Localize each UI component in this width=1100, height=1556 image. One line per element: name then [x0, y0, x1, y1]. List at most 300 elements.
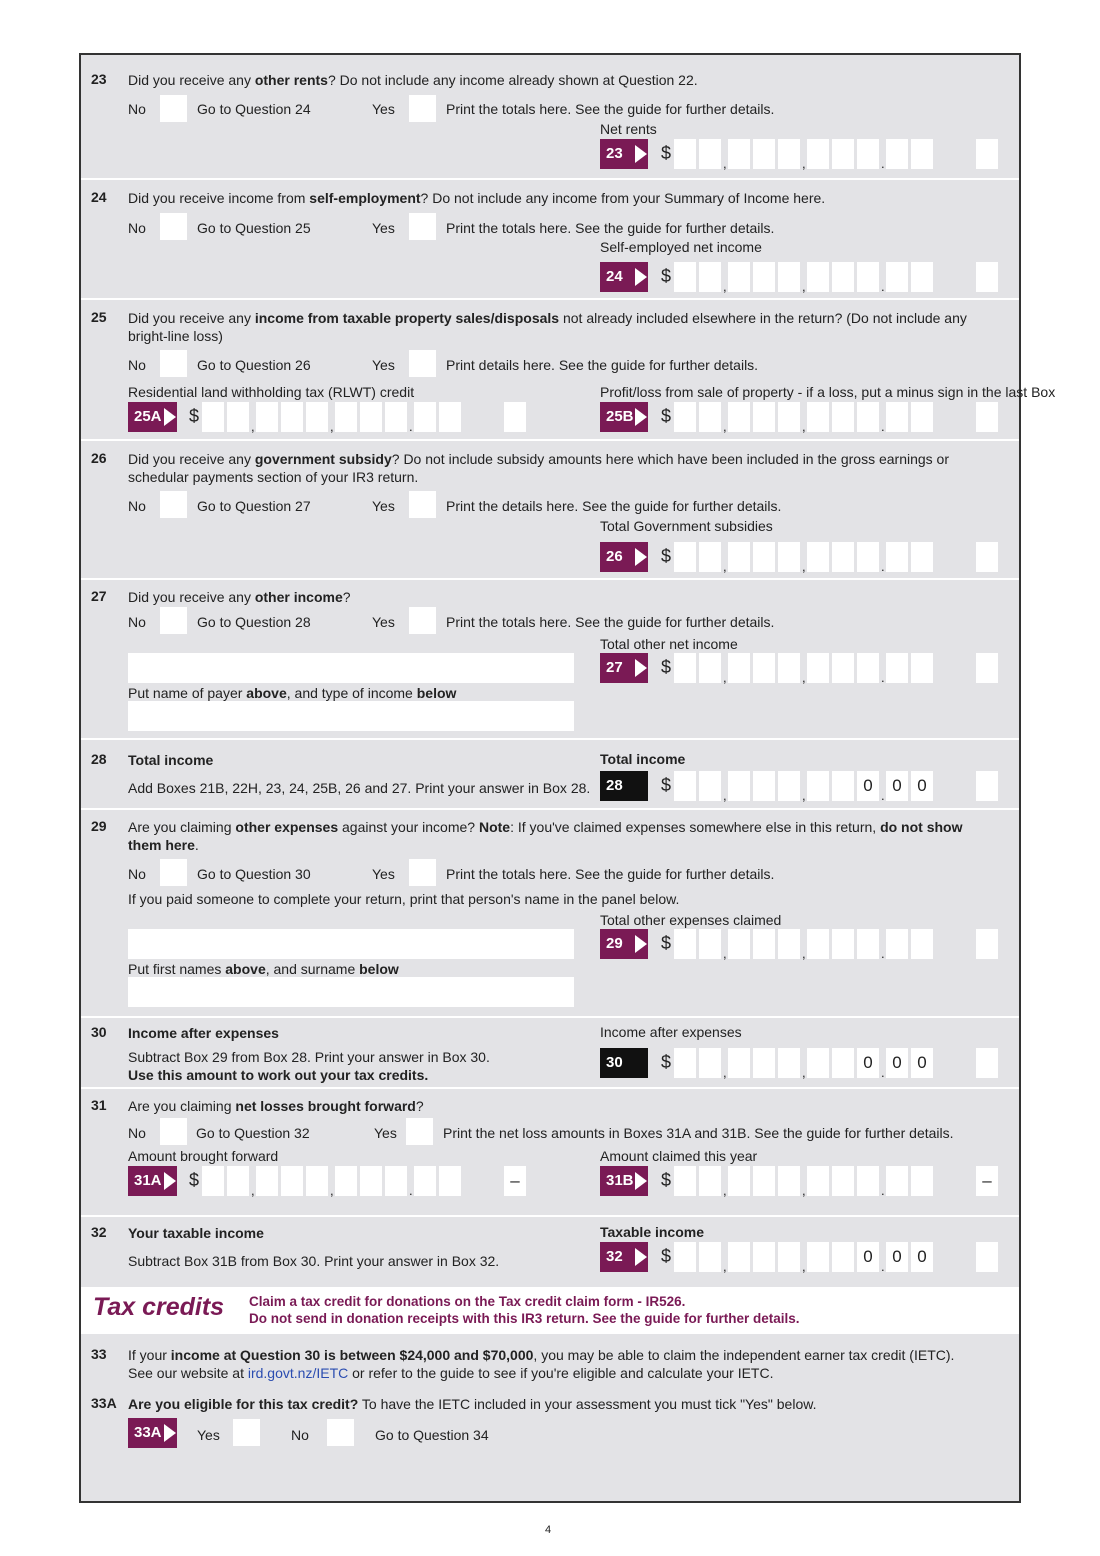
decimal-point: . — [409, 419, 413, 434]
box-30-digit[interactable] — [753, 1048, 775, 1078]
instruction: Print the net loss amounts in Boxes 31A and 31B. See the guide for further details. — [443, 1125, 954, 1141]
question-text: Did you receive any government subsidy? Do not include subsidy amounts here which have been included in the gross earnings or schedular payments section of your IR3 return. — [128, 451, 949, 485]
box-31a-digit[interactable] — [202, 1166, 224, 1196]
goto-label: Go to Question 30 — [197, 866, 311, 882]
arrow-right-icon — [635, 1172, 647, 1190]
box-25b-digit[interactable] — [728, 402, 750, 432]
question-title: Income after expenses — [128, 1025, 279, 1041]
yes-checkbox[interactable] — [409, 95, 436, 122]
question-text: Did you receive any other rents? Do not include any income already shown at Question 22. — [128, 72, 698, 88]
question-number: 29 — [91, 818, 107, 834]
box-30-digit[interactable]: 0 — [886, 1048, 908, 1078]
question-text-line-2: See our website at ird.govt.nz/IETC or refer to the guide to see if you're eligible and calculate your IETC. — [128, 1365, 774, 1381]
box-27-digit[interactable] — [778, 653, 800, 683]
box-31a-digit[interactable] — [385, 1166, 407, 1196]
comma-separator: , — [330, 419, 334, 434]
question-title: Your taxable income — [128, 1225, 264, 1241]
box-30-sign-box[interactable] — [976, 1048, 998, 1078]
box-24-digit[interactable] — [857, 262, 879, 292]
box-26-digit[interactable] — [728, 542, 750, 572]
question-number: 26 — [91, 450, 107, 466]
box-23-digit[interactable] — [911, 139, 933, 169]
box-27-digit[interactable] — [832, 653, 854, 683]
box-30-digit[interactable] — [674, 1048, 696, 1078]
dollar-sign: $ — [661, 1246, 672, 1266]
box-32-digit[interactable] — [807, 1242, 829, 1272]
box-28-digit[interactable] — [728, 771, 750, 801]
yes-checkbox[interactable] — [409, 859, 436, 886]
comma-separator: , — [723, 1183, 727, 1198]
box-26-digit[interactable] — [674, 542, 696, 572]
box-31b-label: Amount claimed this year — [600, 1148, 758, 1164]
decimal-point: . — [881, 946, 885, 961]
goto-label: Go to Question 25 — [197, 220, 311, 236]
box-23-digit[interactable] — [886, 139, 908, 169]
box-30-tag: 30 — [600, 1048, 648, 1078]
box-32-sign-box[interactable] — [976, 1242, 998, 1272]
box-24-digit[interactable] — [728, 262, 750, 292]
no-label: No — [128, 357, 146, 373]
comma-separator: , — [723, 946, 727, 961]
box-28-tag: 28 — [600, 771, 648, 801]
box-32-tag: 32 — [600, 1242, 648, 1272]
arrow-right-icon — [635, 268, 647, 286]
yes-checkbox[interactable] — [233, 1419, 260, 1446]
box-32-digit[interactable] — [699, 1242, 721, 1272]
box-30-digit[interactable] — [807, 1048, 829, 1078]
dollar-sign: $ — [189, 406, 200, 426]
no-label: No — [128, 866, 146, 882]
box-24-digit[interactable] — [674, 262, 696, 292]
no-checkbox[interactable] — [160, 95, 187, 122]
box-26-digit[interactable] — [778, 542, 800, 572]
yes-checkbox[interactable] — [406, 1118, 433, 1145]
box-24-digit[interactable] — [911, 262, 933, 292]
box-25a-digit[interactable] — [306, 402, 328, 432]
box-31b-digit[interactable] — [753, 1166, 775, 1196]
comma-separator: , — [251, 1183, 255, 1198]
dollar-sign: $ — [661, 933, 672, 953]
question-text: Subtract Box 29 from Box 28. Print your answer in Box 30. — [128, 1049, 490, 1065]
dollar-sign: $ — [661, 657, 672, 677]
no-label: No — [128, 220, 146, 236]
box-29-digit[interactable] — [728, 929, 750, 959]
box-28-digit[interactable]: 0 — [886, 771, 908, 801]
box-26-digit[interactable] — [807, 542, 829, 572]
comma-separator: , — [802, 279, 806, 294]
decimal-point: . — [409, 1183, 413, 1198]
box-23-sign-box[interactable] — [976, 139, 998, 169]
box-25a-digit[interactable] — [202, 402, 224, 432]
box-29-digit[interactable] — [674, 929, 696, 959]
box-31a-digit[interactable] — [360, 1166, 382, 1196]
yes-label: Yes — [372, 614, 395, 630]
goto-label: Go to Question 24 — [197, 101, 311, 117]
question-number: 25 — [91, 309, 107, 325]
question-text: Are you claiming net losses brought forward? — [128, 1098, 424, 1114]
box-31a-sign-box[interactable]: – — [504, 1166, 526, 1196]
comma-separator: , — [802, 1259, 806, 1274]
box-27-digit[interactable] — [886, 653, 908, 683]
box-27-digit[interactable] — [911, 653, 933, 683]
box-23-tag: 23 — [600, 139, 648, 169]
box-30-digit[interactable] — [699, 1048, 721, 1078]
comma-separator: , — [802, 419, 806, 434]
no-checkbox[interactable] — [160, 350, 187, 377]
comma-separator: , — [802, 1183, 806, 1198]
box-30-digit[interactable] — [778, 1048, 800, 1078]
box-28-digit[interactable] — [832, 771, 854, 801]
box-label: Total income — [600, 751, 686, 767]
box-26-digit[interactable] — [857, 542, 879, 572]
question-31-section — [81, 1089, 1019, 1217]
question-text: Add Boxes 21B, 22H, 23, 24, 25B, 26 and 27. Print your answer in Box 28. — [128, 780, 591, 796]
no-checkbox[interactable] — [160, 607, 187, 634]
box-28-digit[interactable]: 0 — [857, 771, 879, 801]
no-label: No — [128, 498, 146, 514]
box-28-digit[interactable]: 0 — [911, 771, 933, 801]
question-number: 33 — [91, 1346, 107, 1362]
question-27-section — [81, 580, 1019, 740]
comma-separator: , — [723, 559, 727, 574]
box-31a-digit[interactable] — [256, 1166, 278, 1196]
payer-name-field[interactable] — [128, 653, 574, 683]
box-29-digit[interactable] — [832, 929, 854, 959]
box-25b-digit[interactable] — [857, 402, 879, 432]
box-29-digit[interactable] — [886, 929, 908, 959]
box-27-digit[interactable] — [753, 653, 775, 683]
question-number: 24 — [91, 189, 107, 205]
dollar-sign: $ — [661, 406, 672, 426]
question-number: 23 — [91, 71, 107, 87]
box-29-digit[interactable] — [857, 929, 879, 959]
box-24-digit[interactable] — [778, 262, 800, 292]
box-28-digit[interactable] — [778, 771, 800, 801]
question-25-section — [81, 300, 1056, 441]
box-25b-digit[interactable] — [674, 402, 696, 432]
yes-label: Yes — [372, 220, 395, 236]
box-25a-label: Residential land withholding tax (RLWT) credit — [128, 384, 415, 400]
box-31b-digit[interactable] — [699, 1166, 721, 1196]
box-27-digit[interactable] — [674, 653, 696, 683]
box-32-digit[interactable]: 0 — [857, 1242, 879, 1272]
goto-label: Go to Question 26 — [197, 357, 311, 373]
income-type-field[interactable] — [128, 701, 574, 731]
question-text: Did you receive income from self-employment? Do not include any income from your Summary of Income here. — [128, 190, 826, 206]
no-checkbox[interactable] — [327, 1419, 354, 1446]
box-28-digit[interactable] — [674, 771, 696, 801]
question-number: 27 — [91, 588, 107, 604]
box-28-digit[interactable] — [753, 771, 775, 801]
instruction: Print the totals here. See the guide for further details. — [446, 866, 775, 882]
ietc-link[interactable]: ird.govt.nz/IETC — [247, 1365, 349, 1381]
paid-preparer-text: If you paid someone to complete your return, print that person's name in the panel below. — [128, 891, 680, 907]
box-24-digit[interactable] — [832, 262, 854, 292]
box-25b-tag: 25B — [600, 402, 648, 432]
box-label: Income after expenses — [600, 1024, 742, 1040]
box-31b-digit[interactable] — [911, 1166, 933, 1196]
question-28-section — [81, 740, 1019, 810]
goto-label: Go to Question 32 — [196, 1125, 310, 1141]
box-27-tag: 27 — [600, 653, 648, 683]
box-31a-digit[interactable] — [439, 1166, 461, 1196]
page-number: 4 — [545, 1524, 552, 1536]
box-32-digit[interactable] — [728, 1242, 750, 1272]
box-31b-digit[interactable] — [857, 1166, 879, 1196]
goto-label: Go to Question 28 — [197, 614, 311, 630]
box-32-digit[interactable]: 0 — [911, 1242, 933, 1272]
decimal-point: . — [881, 1065, 885, 1080]
decimal-point: . — [881, 559, 885, 574]
comma-separator: , — [802, 946, 806, 961]
dollar-sign: $ — [661, 266, 672, 286]
box-32-digit[interactable] — [674, 1242, 696, 1272]
box-29-tag: 29 — [600, 929, 648, 959]
dollar-sign: $ — [661, 546, 672, 566]
box-30-digit[interactable]: 0 — [911, 1048, 933, 1078]
arrow-right-icon — [635, 659, 647, 677]
box-23-digit[interactable] — [857, 139, 879, 169]
question-number: 30 — [91, 1024, 107, 1040]
box-31a-digit[interactable] — [306, 1166, 328, 1196]
box-32-digit[interactable] — [753, 1242, 775, 1272]
box-31b-digit[interactable] — [778, 1166, 800, 1196]
yes-label: Yes — [374, 1125, 397, 1141]
box-label: Total other expenses claimed — [600, 912, 782, 928]
comma-separator: , — [723, 1259, 727, 1274]
question-32-section — [81, 1217, 1019, 1287]
question-text: Did you receive any other income? — [128, 589, 351, 605]
box-31b-digit[interactable] — [674, 1166, 696, 1196]
question-text: Subtract Box 31B from Box 30. Print your answer in Box 32. — [128, 1253, 500, 1269]
question-29-section — [81, 810, 1019, 1018]
box-32-digit[interactable]: 0 — [886, 1242, 908, 1272]
comma-separator: , — [802, 156, 806, 171]
box-28-sign-box[interactable] — [976, 771, 998, 801]
comma-separator: , — [723, 670, 727, 685]
box-30-digit[interactable]: 0 — [857, 1048, 879, 1078]
comma-separator: , — [723, 279, 727, 294]
box-28-digit[interactable] — [699, 771, 721, 801]
comma-separator: , — [802, 559, 806, 574]
box-31b-digit[interactable] — [807, 1166, 829, 1196]
decimal-point: . — [881, 788, 885, 803]
box-29-digit[interactable] — [753, 929, 775, 959]
question-number-33a: 33A — [91, 1395, 117, 1411]
comma-separator: , — [723, 156, 727, 171]
box-26-digit[interactable] — [832, 542, 854, 572]
yes-checkbox[interactable] — [409, 350, 436, 377]
arrow-right-icon — [635, 1248, 647, 1266]
box-31a-digit[interactable] — [414, 1166, 436, 1196]
decimal-point: . — [881, 1259, 885, 1274]
yes-label: Yes — [372, 101, 395, 117]
box-25a-digit[interactable] — [385, 402, 407, 432]
dollar-sign: $ — [661, 143, 672, 163]
tax-credits-title: Tax credits — [93, 1293, 225, 1321]
box-31a-digit[interactable] — [281, 1166, 303, 1196]
box-23-digit[interactable] — [753, 139, 775, 169]
question-text: Did you receive any income from taxable property sales/disposals not already included elsewhere in the return? (Do not include any bright-line loss) — [128, 310, 967, 344]
box-25a-digit[interactable] — [281, 402, 303, 432]
box-31b-digit[interactable] — [728, 1166, 750, 1196]
box-25a-digit[interactable] — [256, 402, 278, 432]
instruction: Print details here. See the guide for further details. — [446, 357, 759, 373]
arrow-right-icon — [635, 408, 647, 426]
box-31b-sign-box[interactable]: – — [976, 1166, 998, 1196]
box-25b-sign-box[interactable] — [976, 402, 998, 432]
no-label: No — [128, 101, 146, 117]
box-23-digit[interactable] — [807, 139, 829, 169]
box-25a-digit[interactable] — [335, 402, 357, 432]
payer-hint: Put name of payer above, and type of income below — [128, 685, 457, 701]
box-25a-digit[interactable] — [227, 402, 249, 432]
dollar-sign: $ — [189, 1170, 200, 1190]
yes-checkbox[interactable] — [409, 607, 436, 634]
arrow-right-icon — [164, 1172, 176, 1190]
box-label: Self-employed net income — [600, 239, 762, 255]
box-25b-digit[interactable] — [886, 402, 908, 432]
box-label: Total other net income — [600, 636, 738, 652]
comma-separator: , — [802, 1065, 806, 1080]
question-text: Are you claiming other expenses against your income? Note: If you've claimed expenses somewhere else in this return, do not show them here. — [128, 819, 963, 853]
dollar-sign: $ — [661, 775, 672, 795]
decimal-point: . — [881, 419, 885, 434]
question-note: Use this amount to work out your tax credits. — [128, 1067, 429, 1083]
box-24-digit[interactable] — [886, 262, 908, 292]
box-27-sign-box[interactable] — [976, 653, 998, 683]
comma-separator: , — [802, 670, 806, 685]
question-26-section — [81, 441, 1019, 580]
question-33a-text: Are you eligible for this tax credit? To have the IETC included in your assessment you must tick "Yes" below. — [128, 1396, 817, 1412]
instruction: Print the totals here. See the guide for further details. — [446, 614, 775, 630]
box-23-digit[interactable] — [778, 139, 800, 169]
comma-separator: , — [723, 419, 727, 434]
box-29-digit[interactable] — [807, 929, 829, 959]
decimal-point: . — [881, 279, 885, 294]
box-23-digit[interactable] — [728, 139, 750, 169]
box-27-digit[interactable] — [807, 653, 829, 683]
box-25b-digit[interactable] — [832, 402, 854, 432]
comma-separator: , — [330, 1183, 334, 1198]
box-23-digit[interactable] — [699, 139, 721, 169]
arrow-right-icon — [635, 548, 647, 566]
form-frame — [79, 53, 1056, 1503]
goto-label: Go to Question 34 — [375, 1427, 489, 1443]
yes-label: Yes — [372, 866, 395, 882]
box-25b-digit[interactable] — [778, 402, 800, 432]
box-26-digit[interactable] — [699, 542, 721, 572]
box-26-digit[interactable] — [911, 542, 933, 572]
surname-field[interactable] — [128, 977, 574, 1007]
tax-credits-note-1: Claim a tax credit for donations on the Tax credit claim form - IR526. — [249, 1294, 686, 1309]
box-32-digit[interactable] — [778, 1242, 800, 1272]
yes-label: Yes — [197, 1427, 220, 1443]
arrow-right-icon — [635, 935, 647, 953]
no-checkbox[interactable] — [160, 491, 187, 518]
question-24-section — [81, 180, 1019, 300]
box-30-digit[interactable] — [832, 1048, 854, 1078]
first-names-field[interactable] — [128, 929, 574, 959]
arrow-right-icon — [635, 145, 647, 163]
dollar-sign: $ — [661, 1052, 672, 1072]
question-title: Total income — [128, 752, 214, 768]
box-29-digit[interactable] — [778, 929, 800, 959]
no-checkbox[interactable] — [160, 859, 187, 886]
tax-credits-note-2: Do not send in donation receipts with this IR3 return. See the guide for further details. — [249, 1311, 800, 1326]
box-25b-digit[interactable] — [699, 402, 721, 432]
box-25a-digit[interactable] — [414, 402, 436, 432]
question-text: If your income at Question 30 is between $24,000 and $70,000, you may be able to claim the independent earner tax credit (IETC). — [128, 1347, 955, 1363]
yes-checkbox[interactable] — [409, 491, 436, 518]
box-26-digit[interactable] — [886, 542, 908, 572]
box-27-digit[interactable] — [699, 653, 721, 683]
comma-separator: , — [802, 788, 806, 803]
arrow-right-icon — [164, 408, 176, 426]
box-label: Net rents — [600, 121, 657, 137]
box-29-digit[interactable] — [699, 929, 721, 959]
decimal-point: . — [881, 670, 885, 685]
box-33a-tag: 33A — [128, 1418, 177, 1448]
instruction: Print the details here. See the guide for further details. — [446, 498, 782, 514]
instruction: Print the totals here. See the guide for further details. — [446, 220, 775, 236]
box-24-digit[interactable] — [753, 262, 775, 292]
no-label: No — [291, 1427, 309, 1443]
arrow-right-icon — [164, 1424, 176, 1442]
box-24-sign-box[interactable] — [976, 262, 998, 292]
box-27-digit[interactable] — [857, 653, 879, 683]
comma-separator: , — [723, 788, 727, 803]
box-25b-digit[interactable] — [807, 402, 829, 432]
box-31b-digit[interactable] — [886, 1166, 908, 1196]
no-label: No — [128, 614, 146, 630]
comma-separator: , — [723, 1065, 727, 1080]
box-26-sign-box[interactable] — [976, 542, 998, 572]
box-31a-digit[interactable] — [335, 1166, 357, 1196]
yes-checkbox[interactable] — [409, 213, 436, 240]
box-29-digit[interactable] — [911, 929, 933, 959]
box-23-digit[interactable] — [674, 139, 696, 169]
box-30-digit[interactable] — [728, 1048, 750, 1078]
box-29-sign-box[interactable] — [976, 929, 998, 959]
box-27-digit[interactable] — [728, 653, 750, 683]
box-label: Total Government subsidies — [600, 518, 773, 534]
dollar-sign: $ — [661, 1170, 672, 1190]
box-26-digit[interactable] — [753, 542, 775, 572]
question-30-section — [81, 1018, 1019, 1089]
box-32-digit[interactable] — [832, 1242, 854, 1272]
box-28-digit[interactable] — [807, 771, 829, 801]
box-23-digit[interactable] — [832, 139, 854, 169]
box-25b-digit[interactable] — [911, 402, 933, 432]
no-checkbox[interactable] — [160, 213, 187, 240]
decimal-point: . — [881, 1183, 885, 1198]
box-24-digit[interactable] — [699, 262, 721, 292]
box-26-tag: 26 — [600, 542, 648, 572]
box-25b-label: Profit/loss from sale of property - if a loss, put a minus sign in the last Box — [600, 384, 1056, 400]
no-checkbox[interactable] — [160, 1118, 187, 1145]
box-25a-digit[interactable] — [439, 402, 461, 432]
box-31a-digit[interactable] — [227, 1166, 249, 1196]
box-25b-digit[interactable] — [753, 402, 775, 432]
box-31b-digit[interactable] — [832, 1166, 854, 1196]
box-25a-digit[interactable] — [360, 402, 382, 432]
yes-label: Yes — [372, 357, 395, 373]
box-25a-sign-box[interactable] — [504, 402, 526, 432]
yes-label: Yes — [372, 498, 395, 514]
box-24-digit[interactable] — [807, 262, 829, 292]
comma-separator: , — [251, 419, 255, 434]
